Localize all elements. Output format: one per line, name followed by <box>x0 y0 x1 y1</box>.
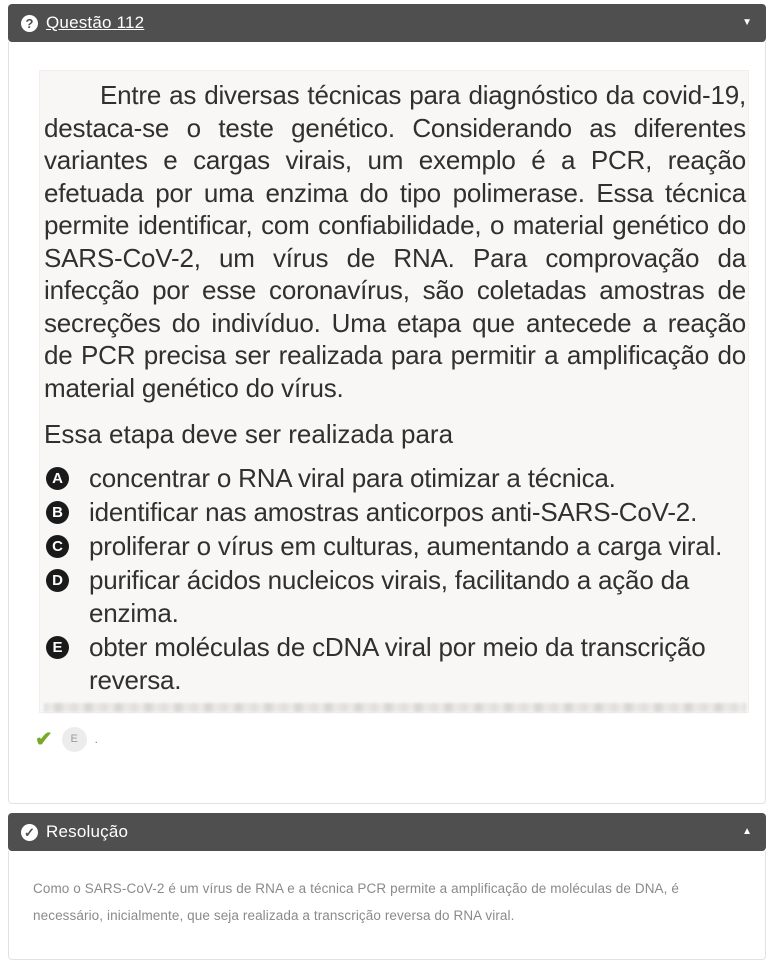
option-a-letter-icon: A <box>46 467 69 490</box>
option-a-text: concentrar o RNA viral para otimizar a técnica. <box>89 463 616 493</box>
resolution-text: Como o SARS-CoV-2 é um vírus de RNA e a técnica PCR permite a amplificação de moléculas de DNA, é necessário, inicialmente, que seja realizada a transcrição reversa do RNA viral. <box>33 881 679 923</box>
resolution-title: Resolução <box>46 822 129 841</box>
answer-suffix: . <box>94 732 98 746</box>
correct-answer-row <box>35 725 753 753</box>
question-panel-body <box>8 42 766 804</box>
option-d <box>44 564 746 630</box>
option-b-letter-icon: B <box>46 501 69 524</box>
question-panel <box>8 4 766 804</box>
check-icon: ✔ <box>35 727 53 751</box>
option-c-letter-icon: C <box>46 535 69 558</box>
option-d-text: purificar ácidos nucleicos virais, facilitando a ação da enzima. <box>89 565 690 628</box>
option-a <box>44 462 746 495</box>
option-e <box>44 631 746 697</box>
resolution-panel <box>8 813 766 960</box>
question-stem: Essa etapa deve ser realizada para <box>44 419 454 449</box>
caret-down-icon[interactable]: ▼ <box>742 17 752 28</box>
resolution-panel-body <box>8 851 766 960</box>
check-circle-icon: ✓ <box>21 824 38 841</box>
option-e-text: obter moléculas de cDNA viral por meio da transcrição reversa. <box>89 632 706 695</box>
spacer <box>40 753 753 783</box>
option-c <box>44 530 746 563</box>
caret-up-icon[interactable]: ▲ <box>742 826 752 837</box>
option-d-letter-icon: D <box>46 569 69 592</box>
question-circle-icon: ? <box>21 15 38 32</box>
option-b <box>44 496 746 529</box>
question-panel-header[interactable] <box>8 4 766 42</box>
resolution-panel-header[interactable] <box>8 813 766 851</box>
option-c-text: proliferar o vírus em culturas, aumentando a carga viral. <box>89 531 723 561</box>
question-paragraph: Entre as diversas técnicas para diagnóstico da covid-19, destaca-se o teste genético. Considerando as diferentes variantes e cargas virais, um exemplo é a PCR, reação efetuada por uma enzima do tipo polimerase. Essa técnica permite identificar, com confiabilidade, o material genético do SARS-CoV-2, um vírus de RNA. Para comprovação da infecção por esse coronavírus, são coletadas amostras de secreções do indivíduo. Uma etapa que antecede a reação de PCR precisa ser realizada para permitir a amplificação do material genético do vírus. <box>44 80 746 403</box>
options-list <box>44 462 746 697</box>
question-scan-image <box>40 71 748 712</box>
scan-crop-artifact <box>44 703 746 712</box>
option-e-letter-icon: E <box>46 636 69 659</box>
question-title[interactable]: Questão 112 <box>46 13 145 32</box>
correct-answer-badge: E <box>62 727 87 752</box>
option-b-text: identificar nas amostras anticorpos anti-SARS-CoV-2. <box>89 497 698 527</box>
